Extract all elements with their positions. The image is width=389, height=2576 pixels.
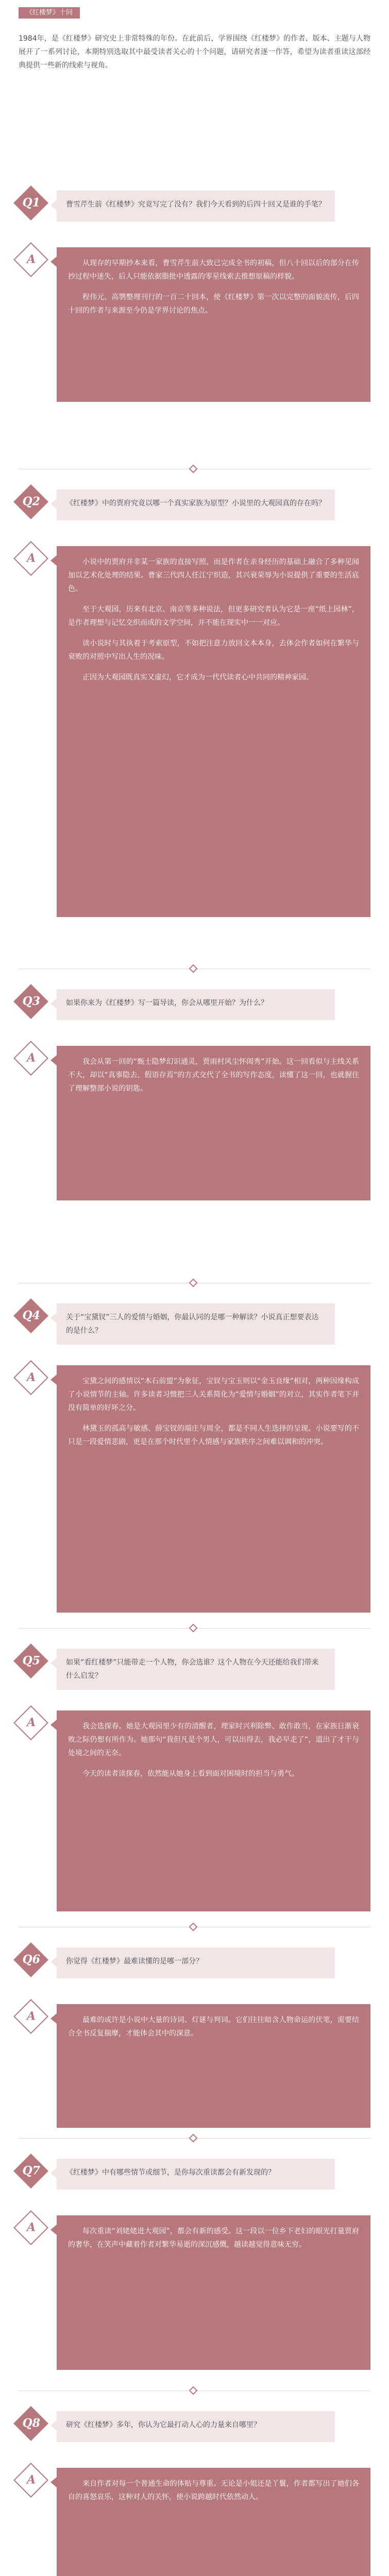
question-row	[0, 191, 389, 240]
answer-box	[57, 1710, 370, 1911]
answer-paragraph: 最难的或许是小说中大量的诗词、灯谜与判词。它们往往暗含人物命运的伏笔，需要结合全书反复揣摩，才能体会其中的深意。	[68, 2016, 359, 2038]
answer-box	[57, 1046, 370, 1200]
divider-diamond-icon	[189, 964, 198, 973]
answer-badge	[13, 2463, 48, 2498]
answer-box	[57, 2468, 370, 2576]
answer-box	[57, 247, 370, 402]
question-text: 关于“宝黛钗”三人的爱情与婚姻，你最认同的是哪一种解读？小说真正想要表达的是什么？	[57, 1303, 335, 1345]
question-number: Q6	[22, 1953, 40, 1967]
answer-letter: A	[27, 1716, 36, 1730]
answer-paragraph: 每次重读“刘姥姥进大观园”，都会有新的感受。这一段以一位乡下老妇的眼光打量贾府的奢华，在笑声中藏着作者对繁华易逝的深沉感慨，越读越觉得意味无穷。	[68, 2227, 359, 2249]
question-number: Q4	[22, 1309, 40, 1323]
divider-diamond-icon	[189, 2386, 198, 2395]
question-number: Q1	[22, 196, 40, 210]
question-text: 曹雪芹生前《红楼梦》究竟写完了没有？我们今天看到的后四十回又是谁的手笔？	[57, 191, 335, 222]
answer-paragraph: 至于大观园，历来有北京、南京等多种说法，但更多研究者认为它是一座“纸上园林”，是作者理想与记忆交织而成的文学空间，并不能在现实中一一对应。	[68, 605, 359, 627]
answer-badge	[13, 2210, 48, 2245]
question-number: Q8	[22, 2416, 40, 2430]
answer-box	[57, 2004, 370, 2128]
answer-badge	[13, 1999, 48, 2034]
question-row	[0, 1947, 389, 1997]
question-badge	[13, 1643, 48, 1679]
answer-paragraph: 正因为大观园既真实又虚幻，它才成为一代代读者心中共同的精神家园。	[82, 673, 313, 682]
answer-paragraph: 林黛玉的孤高与敏感、薛宝钗的端庄与周全，都是不同人生选择的呈现。小说要写的不只是一段爱情悲剧，更是在那个时代里个人情感与家族秩序之间难以调和的冲突。	[68, 1425, 359, 1446]
answer-box	[57, 546, 370, 917]
divider-diamond-icon	[189, 465, 198, 473]
question-row	[0, 1303, 389, 1353]
question-badge	[13, 1942, 48, 1977]
answer-box	[57, 2215, 370, 2370]
question-text: 《红楼梦》中的贾府究竟以哪一个真实家族为原型？小说里的大观园真的存在吗？	[57, 489, 335, 520]
question-number: Q2	[22, 495, 40, 509]
question-badge	[13, 185, 48, 221]
qa-block	[0, 489, 389, 682]
question-badge	[13, 1298, 48, 1333]
answer-paragraph: 今天的读者读探春，依然能从她身上看到面对困境时的担当与勇气。	[82, 1770, 299, 1778]
question-text: 如果你来为《红楼梦》写一篇导读，你会从哪里开始？为什么？	[57, 989, 335, 1020]
qa-block	[0, 2159, 389, 2249]
header	[0, 0, 389, 21]
question-text: 《红楼梦》中有哪些情节或细节，是你每次重读都会有新发现的？	[57, 2159, 335, 2190]
answer-badge	[13, 1705, 48, 1740]
intro-paragraph: 1984年，是《红楼梦》研究史上非常特殊的年份。在此前后，学界围绕《红楼梦》的作者、版本、主题与人物展开了一系列讨论，本期特别选取其中最受读者关心的十个问题，请研究者逐一作答，希望为读者重读这部经典提供一些新的线索与视角。	[19, 35, 370, 70]
question-text: 如果“看红楼梦”只能带走一个人物，你会选谁？这个人物在今天还能给我们带来什么启发？	[57, 1649, 335, 1690]
question-number: Q7	[22, 2164, 40, 2178]
divider-diamond-icon	[189, 1279, 198, 1287]
question-row	[0, 989, 389, 1039]
answer-paragraph: 宝黛之间的感情以“木石前盟”为象征，宝钗与宝玉则以“金玉良缘”相对，两种因缘构成了小说情节的主轴。许多读者习惯把三人关系简化为“爱情与婚姻”的对立，其实作者笔下并没有简单的好坏之分。	[68, 1377, 359, 1412]
answer-box	[57, 1365, 370, 1613]
answer-paragraph: 读小说时与其执着于考索原型，不如把注意力放回文本本身，去体会作者如何在繁华与衰败的对照中写出人生的况味。	[68, 639, 359, 661]
answer-badge	[13, 1041, 48, 1076]
question-badge	[13, 2406, 48, 2441]
answer-paragraph: 我会选探春。她是大观园里少有的清醒者，理家时兴利除弊、敢作敢当，在家族日渐衰败之际仍想有所作为。她那句“我但凡是个男人，可以出得去，我必早走了”，道出了才干与处境之间的无奈。	[68, 1722, 359, 1757]
question-number: Q5	[22, 1654, 40, 1668]
answer-badge	[13, 242, 48, 277]
qa-block	[0, 1303, 389, 1446]
answer-badge	[13, 1360, 48, 1395]
qa-block	[0, 2411, 389, 2501]
answer-letter: A	[27, 2009, 36, 2023]
qa-block	[0, 1649, 389, 1778]
answer-letter: A	[27, 1051, 36, 1065]
qa-block	[0, 1947, 389, 2038]
answer-letter: A	[27, 551, 36, 565]
question-badge	[13, 984, 48, 1019]
question-text: 研究《红楼梦》多年，你认为它最打动人心的力量来自哪里？	[57, 2411, 335, 2442]
question-badge	[13, 484, 48, 519]
answer-letter: A	[27, 252, 36, 266]
answer-paragraph: 我会从第一回的“甄士隐梦幻识通灵，贾雨村风尘怀闺秀”开始。这一回看似与主线关系不大，却以“真事隐去、假语存焉”的方式交代了全书的写作态度，读懂了这一回，也就握住了理解整部小说的钥匙。	[68, 1058, 359, 1093]
question-row	[0, 2159, 389, 2208]
qa-block	[0, 191, 389, 315]
header-tag: 《红楼梦》十问	[19, 7, 80, 19]
answer-paragraph: 小说中的贾府并非某一家族的直接写照，而是作者在亲身经历的基础上融合了多种见闻加以艺术化处理的结果。曹家三代四人任江宁织造，其兴衰荣辱为小说提供了重要的生活底色。	[68, 558, 359, 593]
divider-diamond-icon	[189, 1923, 198, 1931]
divider-diamond-icon	[189, 1624, 198, 1633]
answer-letter: A	[27, 1370, 36, 1384]
answer-letter: A	[27, 2221, 36, 2234]
qa-block	[0, 989, 389, 1093]
question-badge	[13, 2154, 48, 2189]
question-row	[0, 489, 389, 539]
question-number: Q3	[22, 994, 40, 1008]
answer-paragraph: 来自作者对每一个普通生命的体贴与尊重。无论是小姐还是丫鬟，作者都写出了她们各自的喜怒哀乐，这种对人的关怀，使小说跨越时代依然动人。	[68, 2480, 359, 2501]
divider-diamond-icon	[189, 2134, 198, 2143]
answer-letter: A	[27, 2473, 36, 2487]
answer-paragraph: 程伟元、高鹗整理刊行的一百二十回本，使《红楼梦》第一次以完整的面貌流传，后四十回的作者与来源至今仍是学界讨论的焦点。	[68, 293, 359, 315]
question-row	[0, 1649, 389, 1698]
section-divider	[19, 1628, 370, 1629]
section-divider	[19, 2138, 370, 2139]
answer-paragraph: 从现存的早期抄本来看，曹雪芹生前大致已完成全书的初稿，但八十回以后的部分在传抄过程中迷失，后人只能依据脂批中透露的零星线索去推想原稿的样貌。	[68, 259, 359, 281]
question-text: 你觉得《红楼梦》最难读懂的是哪一部分？	[57, 1947, 335, 1978]
answer-badge	[13, 541, 48, 576]
question-row	[0, 2411, 389, 2461]
